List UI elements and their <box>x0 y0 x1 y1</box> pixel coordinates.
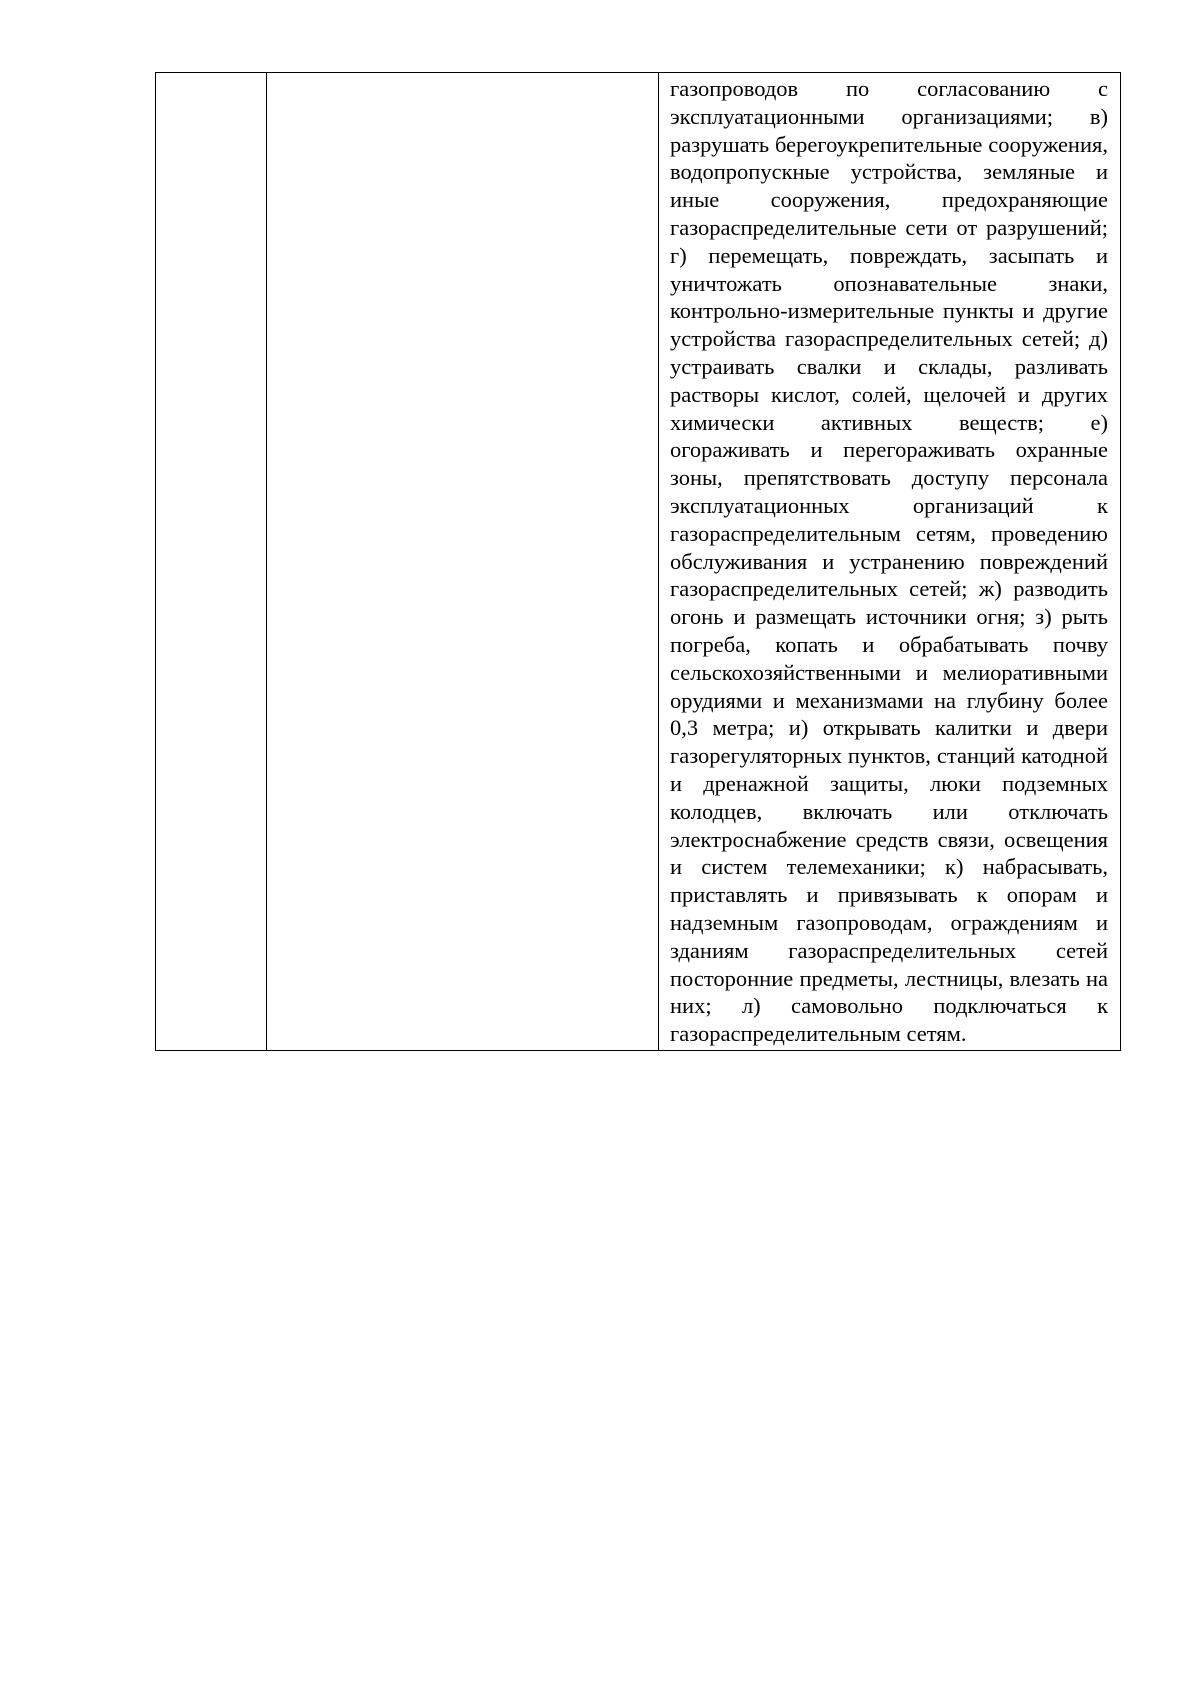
document-table <box>155 72 1121 1051</box>
cell-text-col2 <box>267 73 658 77</box>
table-cell-col3 <box>659 73 1121 1051</box>
cell-text-restrictions: газопроводов по согласованию с эксплуатационными организациями; в) разрушать берегоукрепительные сооружения, водопропускные устройства, земляные и иные сооружения, предохраняющие газораспределительные сети от разрушений; г) перемещать, повреждать, засыпать и уничтожать опознавательные знаки, контрольно-измерительные пункты и другие устройства газораспределительных сетей; д) устраивать свалки и склады, разливать растворы кислот, солей, щелочей и других химически активных веществ; е) огораживать и перегораживать охранные зоны, препятствовать доступу персонала эксплуатационных организаций к газораспределительным сетям, проведению обслуживания и устранению повреждений газораспределительных сетей; ж) разводить огонь и размещать источники огня; з) рыть погреба, копать и обрабатывать почву сельскохозяйственными и мелиоративными орудиями и механизмами на глубину более 0,3 метра; и) открывать калитки и двери газорегуляторных пунктов, станций катодной и дренажной защиты, люки подземных колодцев, включать или отключать электроснабжение средств связи, освещения и систем телемеханики; к) набрасывать, приставлять и привязывать к опорам и надземным газопроводам, ограждениям и зданиям газораспределительных сетей посторонние предметы, лестницы, влезать на них; л) самовольно подключаться к газораспределительным сетям. <box>670 76 1108 1047</box>
cell-text-col1 <box>156 73 266 77</box>
table-row <box>156 73 1121 1051</box>
table-cell-col1 <box>156 73 267 1051</box>
table-cell-col2 <box>267 73 659 1051</box>
